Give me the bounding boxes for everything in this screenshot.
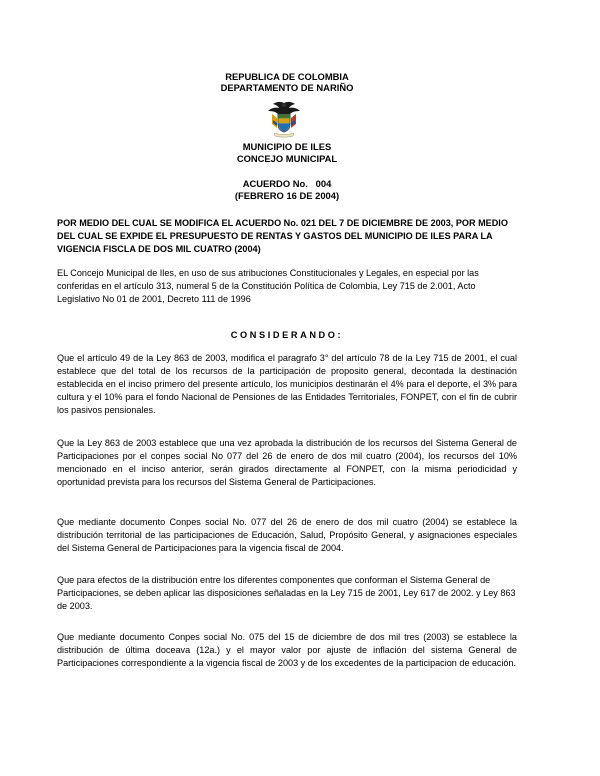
paragraph-3: Que mediante documento Conpes social No. 077 del 26 de enero de dos mil cuatro (2004) se establece la distribución territorial de las participaciones de Educación, Salud, Propósito General, y asignaciones especiales del Sistema General de Participaciones para la vigencia fiscal de 2004. (57, 517, 517, 553)
header-concejo: CONCEJO MUNICIPAL (236, 153, 338, 164)
intro-paragraph: EL Concejo Municipal de Iles, en uso de sus atribuciones Constitucionales y Legales, en especial por las conferidas en el artículo 313, numeral 5 de la Constitución Política de Colombia, Ley 715 de 2.001, Acto Legislativo No 01 de 2001, Decreto 111 de 1996 (57, 268, 479, 304)
header-departamento: DEPARTAMENTO DE NARIÑO (220, 82, 354, 93)
header-municipio: MUNICIPIO DE ILES (242, 141, 332, 152)
colombia-coat-of-arms-icon (266, 100, 302, 138)
paragraph-4: Que para efectos de la distribución entre los diferentes componentes que conforman el Sistema General de Participaciones, se deben aplicar las disposiciones señaladas en la Ley 715 de 2001, Ley 617 de 2002. y Ley 863 de 2003. (57, 575, 516, 611)
paragraph-1: Que el artículo 49 de la Ley 863 de 2003, modifica el paragrafo 3° del artículo 78 de la Ley 715 de 2001, el cual establece que del total de los recursos de la participación de proposito general, decontada la destinación establecida en el inciso primero del presente artículo, los municipios destinarán el 4% para el deporte, el 3% para cultura y el 10% para el fondo Nacional de Pensiones de las Entidades Territoriales, FONPET, con el fin de cubrir los pasivos pensionales. (57, 353, 517, 415)
considerando-heading: CONSIDERANDO: (230, 330, 344, 340)
acuerdo-date: (FEBRERO 16 DE 2004) (234, 190, 340, 201)
paragraph-5: Que mediante documento Conpes social No. 075 del 15 de diciembre de dos mil tres (2003) se establece la distribución de última doceava (12a.) y el mayor valor por ajuste de inflación del sistema General de Participaciones correspondiente a la vigencia fiscal de 2003 y de los excedentes de la participacion de educación. (57, 632, 517, 668)
paragraph-2: Que la Ley 863 de 2003 establece que una vez aprobada la distribución de los recursos del Sistema General de Participaciones por el conpes social No 077 del 26 de enero de dos mil cuatro (2004), los recursos del 10% mencionado en el inciso anterior, serán girados directamente al FONPET, con la misma periodicidad y oportunidad prevista para los recursos del Sistema General de Participaciones. (57, 438, 517, 487)
header-republica: REPUBLICA DE COLOMBIA (225, 71, 349, 82)
document-title: POR MEDIO DEL CUAL SE MODIFICA EL ACUERDO No. 021 DEL 7 DE DICIEMBRE DE 2003, POR MEDIO DEL CUAL SE EXPIDE EL PRESUPUESTO DE RENTAS Y GASTOS DEL MUNICIPIO DE ILES PARA LA VIGENCIA FISCLA DE DOS MIL CUATRO (2004) (57, 218, 508, 254)
acuerdo-number: ACUERDO No. 004 (242, 178, 332, 189)
